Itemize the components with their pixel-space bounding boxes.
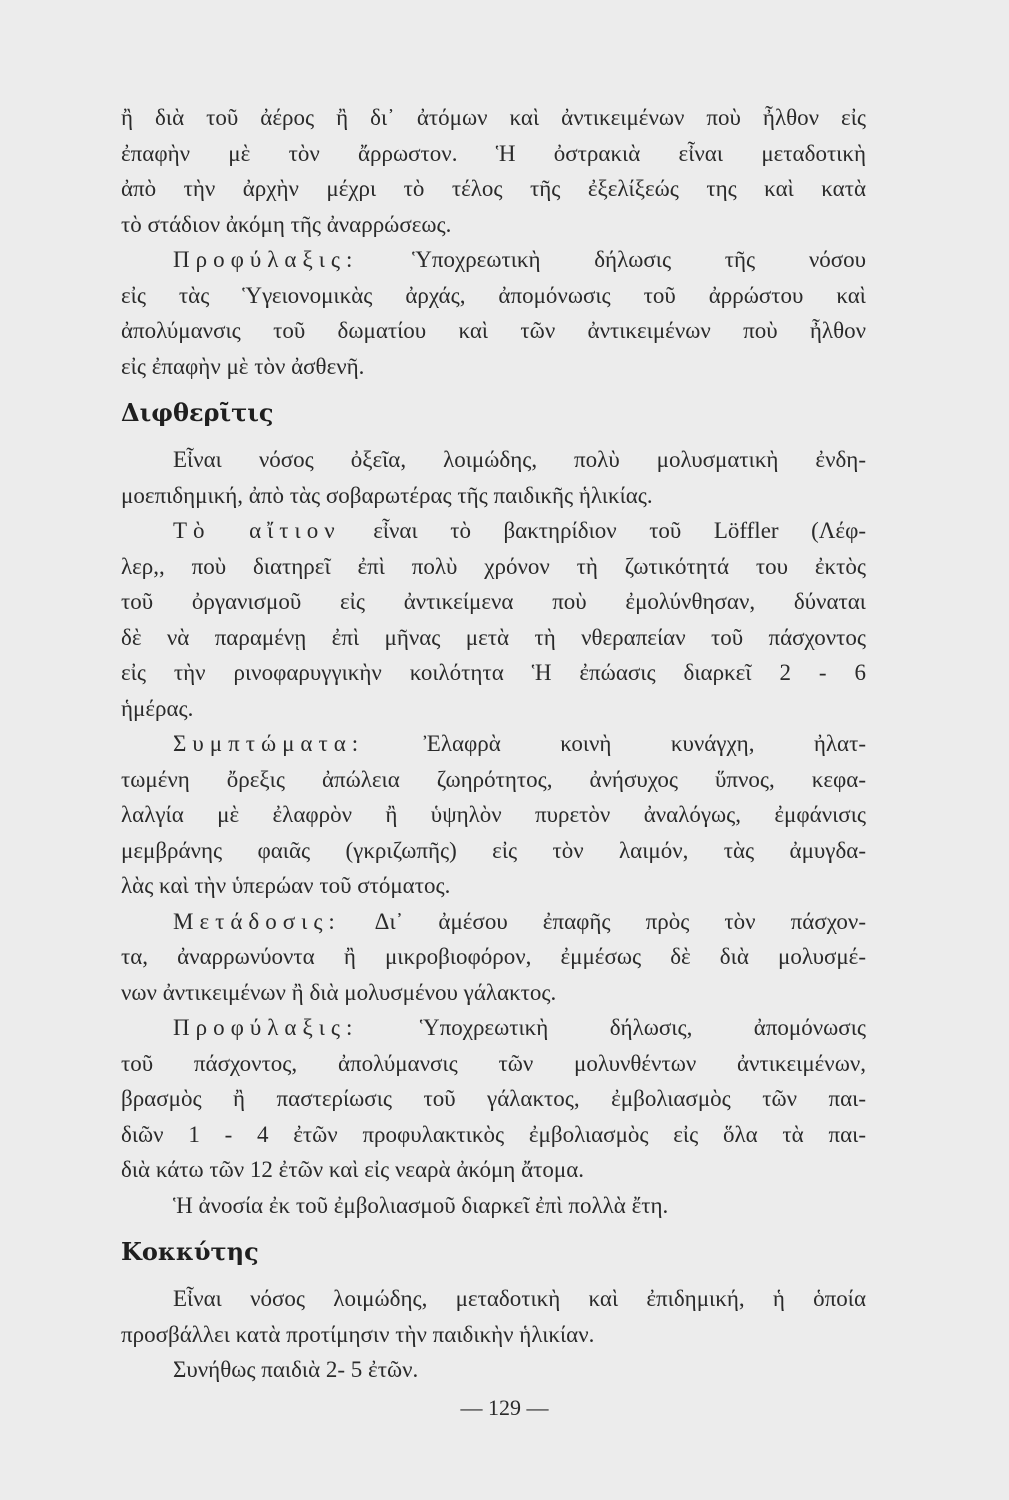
section-heading-pertussis: Κοκκύτης (121, 1237, 259, 1266)
page-text (121, 100, 866, 1388)
cause-first-line (121, 513, 866, 549)
text-line: τοῦ πάσχοντος, ἀπολύμανσις τῶν μολυνθέντων ἀντικειμένων, (121, 1050, 866, 1076)
text-line: ἀπολύμανσις τοῦ δωματίου καὶ τῶν ἀντικειμένων ποὺ ἦλθον (121, 318, 866, 343)
symptoms-first-line (121, 726, 866, 762)
ages-line: Συνήθως παιδιὰ 2- 5 ἐτῶν. (173, 1357, 419, 1382)
page-number: — 129 — (460, 1395, 549, 1420)
text-line: τὸ στάδιον ἀκόμη τῆς ἀναρρώσεως. (121, 211, 452, 237)
text-line: μοεπιδημική, ἀπὸ τὰς σοβαρωτέρας τῆς παιδικῆς ἡλικίας. (121, 482, 653, 508)
text-line: λὰς καὶ τὴν ὑπερώαν τοῦ στόματος. (121, 873, 451, 898)
symptoms-text: Ἐλαφρὰ κοινὴ κυνάγχη, ἠλατ- (423, 731, 867, 756)
section-heading-diphtheria: Διφθερῖτις (121, 398, 274, 427)
text-line: δὲ νὰ παραμένῃ ἐπὶ μῆνας μετὰ τὴ νθεραπείαν τοῦ πάσχοντος (121, 624, 866, 650)
text-line: λαλγία μὲ ἐλαφρὸν ἢ ὑψηλὸν πυρετὸν ἀναλόγως, ἐμφάνισις (121, 802, 866, 827)
prophylaxis-label: Προφύλαξις: (173, 247, 359, 272)
cause-label: Τὸ αἴτιον (173, 518, 341, 543)
text-line: προσβάλλει κατὰ προτίμησιν τὴν παιδικὴν ἡλικίαν. (121, 1321, 595, 1347)
transmission-text: Δι᾽ ἀμέσου ἐπαφῆς πρὸς τὸν πάσχον- (374, 908, 866, 934)
cause-text: εἶναι τὸ βακτηρίδιον τοῦ Löffler (Λέφ- (373, 518, 867, 543)
prophylaxis-diphtheria-text: Ὑποχρεωτικὴ δήλωσις, ἀπομόνωσις (419, 1015, 866, 1040)
prophylaxis-first-line (121, 242, 866, 278)
text-line: τωμένη ὄρεξις ἀπώλεια ζωηρότητος, ἀνήσυχος ὕπνος, κεφα- (121, 766, 866, 792)
text-line: Εἶναι νόσος ὀξεῖα, λοιμώδης, πολὺ μολυσματικὴ ἐνδη- (173, 447, 866, 472)
prophylaxis-diphtheria-first-line (121, 1010, 866, 1046)
text-line: μεμβράνης φαιᾶς (γκριζωπῆς) εἰς τὸν λαιμόν, τὰς ἀμυγδα- (121, 837, 866, 863)
text-line: τα, ἀναρρωνύοντα ἢ μικροβιοφόρον, ἐμμέσως δὲ διὰ μολυσμέ- (121, 944, 866, 969)
text-line: ἐπαφὴν μὲ τὸν ἄρρωστον. Ἡ ὀστρακιὰ εἶναι μεταδοτικὴ (121, 140, 866, 166)
text-line: διὰ κάτω τῶν 12 ἐτῶν καὶ εἰς νεαρὰ ἀκόμη ἄτομα. (121, 1157, 584, 1182)
text-line: τοῦ ὀργανισμοῦ εἰς ἀντικείμενα ποὺ ἐμολύνθησαν, δύναται (121, 589, 866, 614)
transmission-first-line (121, 904, 866, 940)
text-line: νων ἀντικειμένων ἢ διὰ μολυσμένου γάλακτος. (121, 979, 557, 1005)
text-line: ἡμέρας. (121, 695, 194, 721)
text-line: διῶν 1 - 4 ἐτῶν προφυλακτικὸς ἐμβολιασμὸς εἰς ὅλα τὰ παι- (121, 1121, 866, 1147)
transmission-label: Μετάδοσις: (173, 908, 341, 934)
text-line: βρασμὸς ἢ παστερίωσις τοῦ γάλακτος, ἐμβολιασμὸς τῶν παι- (121, 1086, 866, 1111)
text-line: ἢ διὰ τοῦ ἀέρος ἢ δι᾽ ἀτόμων καὶ ἀντικειμένων ποὺ ἦλθον εἰς (121, 105, 866, 130)
immunity-line: Ἡ ἀνοσία ἐκ τοῦ ἐμβολιασμοῦ διαρκεῖ ἐπὶ πολλὰ ἔτη. (173, 1192, 669, 1218)
prophylaxis-diphtheria-label: Προφύλαξις: (173, 1015, 359, 1040)
text-line: εἰς τὰς Ὑγειονομικὰς ἀρχάς, ἀπομόνωσις τοῦ ἀρρώστου καὶ (121, 282, 866, 308)
text-line: ἀπὸ τὴν ἀρχὴν μέχρι τὸ τέλος τῆς ἐξελίξεώς της καὶ κατὰ (121, 176, 866, 201)
text-line: εἰς ἐπαφὴν μὲ τὸν ἀσθενῆ. (121, 353, 365, 379)
text-line: λερ,, ποὺ διατηρεῖ ἐπὶ πολὺ χρόνον τὴ ζωτικότητά του ἐκτὸς (121, 553, 866, 579)
text-line: Εἶναι νόσος λοιμώδης, μεταδοτικὴ καὶ ἐπιδημική, ἡ ὁποία (173, 1286, 866, 1311)
prophylaxis-text: Ὑποχρεωτικὴ δήλωσις τῆς νόσου (412, 247, 867, 272)
text-line: εἰς τὴν ρινοφαρυγγικὴν κοιλότητα Ἡ ἐπώασις διαρκεῖ 2 - 6 (121, 660, 866, 685)
symptoms-label: Συμπτώματα: (173, 731, 365, 756)
